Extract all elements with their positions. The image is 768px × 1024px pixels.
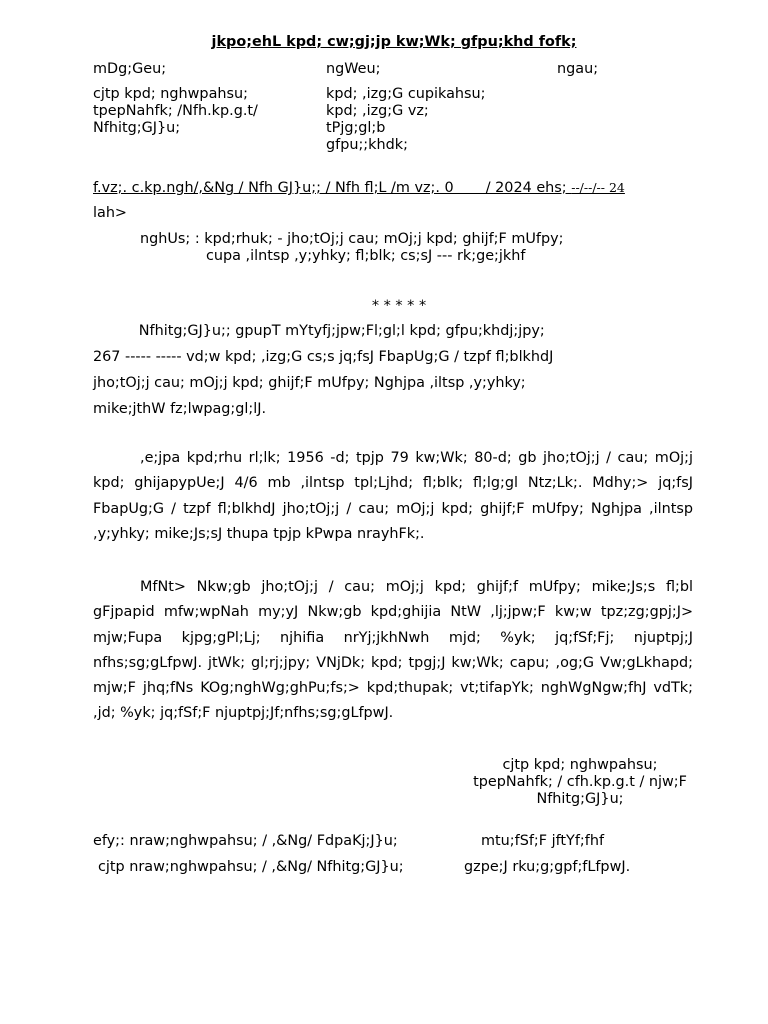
recipient-line: kpd; ,izg;G vz; [326, 103, 429, 119]
signature-line: cjtp kpd; nghwpahsu; [502, 757, 658, 773]
separator-stars: * * * * * [371, 298, 427, 314]
subject-line-1: nghUs; : kpd;rhuk; - jho;tOj;j cau; mOj;j kpd; ghijf;F mUfpy; [140, 231, 564, 247]
sender-line: tpepNahfk; /Nfh.kp.g.t/ [93, 103, 258, 119]
sender-line: Nfhitg;GJ}u; [93, 120, 181, 136]
signature-line: Nfhitg;GJ}u; [536, 791, 624, 807]
document-title: jkpo;ehL kpd; cw;gj;jp kw;Wk; gfpu;khd fofk; [211, 34, 577, 50]
paragraph-1 [93, 318, 693, 422]
signature-block [430, 757, 730, 808]
sender-block [93, 86, 258, 137]
copy-to-line-2: cjtp nraw;nghwpahsu; / ,&Ng/ Nfhitg;GJ}u; [98, 859, 404, 875]
to-label: ngWeu; [326, 61, 381, 77]
reference-line [93, 179, 625, 197]
paragraph-2: ,e;jpa kpd;rhu rl;lk; 1956 -d; tpjp 79 kw;Wk; 80-d; gb jho;tOj;j / cau; mOj;j kpd; ghijapypUe;J 4/6 mb ,ilntsp tpl;Ljhd; fl;blk; fl;lg;gl Ntz;Lk;. Mdhy;> jq;fsJ FbapUg;G / tzpf fl;blkhdJ jho;tOj;j / cau; mOj;j kpd; ghijf;F mUfpy; Nghjpa ,ilntsp ,y;yhky; mike;Js;sJ thupa tpjp kPwpa nrayhFk;. [93, 450, 693, 542]
recipient-block [326, 86, 486, 154]
paragraph-1-line: Nfhitg;GJ}u;; gpupT mYtyfj;jpw;Fl;gl;l kpd; gfpu;khdj;jpy; [93, 323, 545, 339]
paragraph-3: MfNt> Nkw;gb jho;tOj;j / cau; mOj;j kpd; ghijf;f mUfpy; mike;Js;s fl;bl gFjpapid mfw;wpNah my;yJ Nkw;gb kpd;ghijia NtW ,lj;jpw;F kw;w tpz;zg;gpj;J> mjw;Fupa kjpg;gPl;Lj; njhifia nrYj;jkhNwh mjd; %yk; jq;fSf;Fj; njuptpj;J nfhs;sg;gLfpwJ. jtWk; gl;rj;jpy; VNjDk; kpd; tpgj;J kw;Wk; capu; ,og;G Vw;gLkhapd; mjw;F jhq;fNs KOg;nghWg;ghPu;fs;> kpd;thupak; vt;tifapYk; nghWgNgw;fhJ vdTk; ,jd; %yk; jq;fSf;F njuptpj;Jf;nfhs;sg;gLfpwJ. [93, 579, 693, 722]
copy-label: ngau; [557, 61, 599, 77]
recipient-line: tPjg;gl;b [326, 120, 386, 136]
recipient-line: kpd; ,izg;G cupikahsu; [326, 86, 486, 102]
signature-line: tpepNahfk; / cfh.kp.g.t / njw;F [473, 774, 687, 790]
paragraph-1-line: 267 ----- ----- vd;w kpd; ,izg;G cs;s jq;fsJ FbapUg;G / tzpf fl;blkhdJ [93, 349, 554, 365]
subject-line-2: cupa ,ilntsp ,y;yhky; fl;blk; cs;sJ --- rk;ge;jkhf [206, 248, 526, 264]
copy-purpose-1: mtu;fSf;F jftYf;fhf [481, 833, 605, 849]
reference-number: f.vz;. c.kp.ngh/,&Ng / Nfh GJ}u;; / Nfh fl;L /m vz;. 0 / 2024 ehs; [93, 180, 572, 196]
paragraph-1-line: jho;tOj;j cau; mOj;j kpd; ghijf;F mUfpy; Nghjpa ,iltsp ,y;yhky; [93, 375, 526, 391]
reference-date: --/--/-- 24 [571, 180, 625, 195]
paragraph-1-line: mike;jthW fz;lwpag;gl;lJ. [93, 401, 267, 417]
copy-purpose-2: gzpe;J rku;g;gpf;fLfpwJ. [464, 859, 631, 875]
sender-line: cjtp kpd; nghwpahsu; [93, 86, 248, 102]
copy-to-line-1: efy;: nraw;nghwpahsu; / ,&Ng/ FdpaKj;J}u; [93, 833, 398, 849]
from-label: mDg;Geu; [93, 61, 167, 77]
recipient-line: gfpu;;khdk; [326, 137, 408, 153]
salutation: lah> [93, 205, 127, 221]
